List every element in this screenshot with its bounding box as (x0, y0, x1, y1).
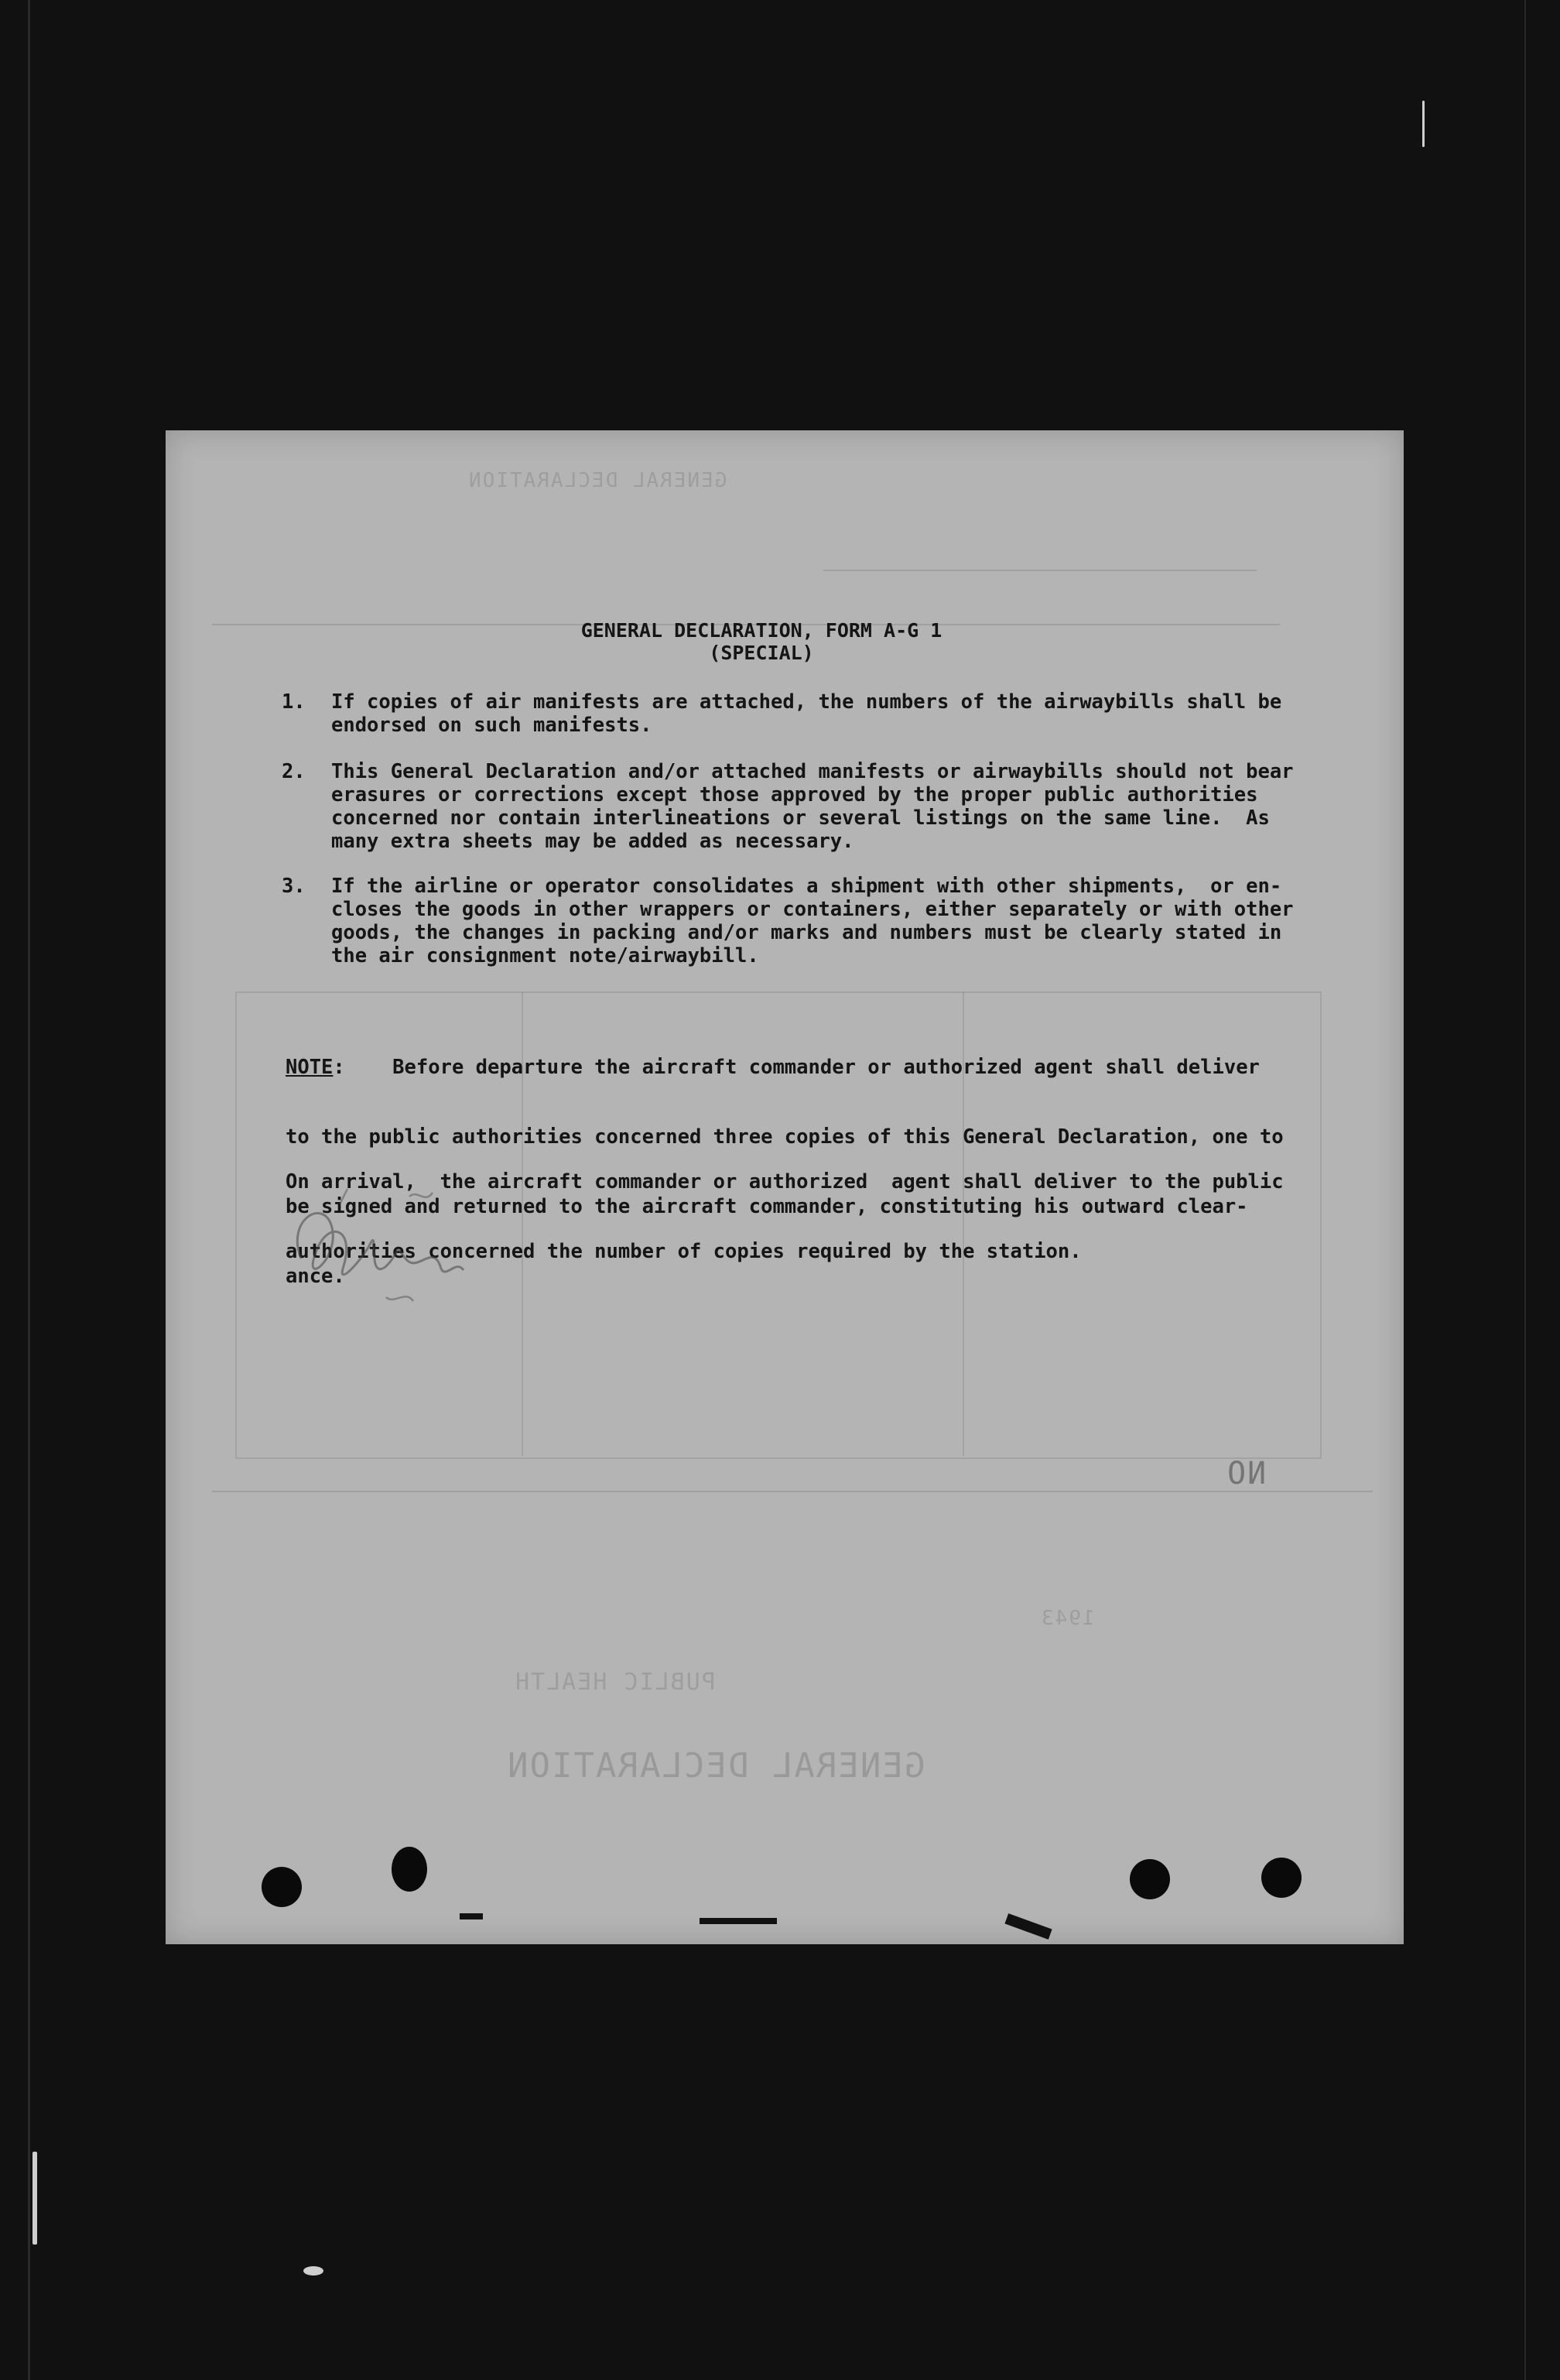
bleed-through: NO (1226, 1456, 1267, 1491)
bleed-through: GENERAL DECLARATION (467, 469, 727, 492)
document-title: GENERAL DECLARATION, FORM A-G 1 (SPECIAL) (580, 619, 942, 664)
note-line (286, 1056, 1284, 1079)
pencil-signature (270, 1173, 502, 1328)
item-number: 2. (282, 760, 306, 783)
item-text-line: If copies of air manifests are attached, the numbers of the airwaybills shall be (331, 690, 1282, 714)
note-line: ance. (286, 1265, 345, 1288)
bleed-through: GENERAL DECLARATION (506, 1746, 925, 1786)
film-scratch-mark (1422, 101, 1425, 147)
item-text-line: closes the goods in other wrappers or containers, either separately or with other (331, 898, 1294, 921)
note-line: to the public authorities concerned three copies of this General Declaration, one to (286, 1125, 1284, 1149)
film-edge-left (28, 0, 30, 2380)
note-label: NOTE (286, 1056, 334, 1079)
item-number: 3. (282, 875, 306, 898)
punch-hole (262, 1867, 302, 1907)
torn-edge (700, 1918, 777, 1924)
note-line-text: : Before departure the aircraft commander or authorized agent shall deliver (333, 1056, 1260, 1079)
item-text-line: This General Declaration and/or attached manifests or airwaybills should not bear (331, 760, 1294, 783)
item-text-line: concerned nor contain interlineations or several listings on the same line. As (331, 806, 1270, 830)
item-number: 1. (282, 690, 306, 714)
bleed-through (212, 1491, 1373, 1492)
film-scratch-mark (303, 2266, 323, 2276)
punch-hole (1130, 1859, 1170, 1899)
item-text-line: erasures or corrections except those approved by the proper public authorities (331, 783, 1258, 806)
bleed-through: PUBLIC HEALTH (514, 1669, 716, 1696)
punch-hole (392, 1847, 427, 1892)
bleed-through (823, 570, 1257, 571)
torn-edge (1004, 1913, 1052, 1940)
document-page (166, 430, 1404, 1944)
bleed-through: 1943 (1040, 1607, 1095, 1630)
item-text-line: the air consignment note/airwaybill. (331, 944, 759, 967)
arrival-line: On arrival, the aircraft commander or authorized agent shall deliver to the public (286, 1170, 1284, 1193)
film-scratch-mark (32, 2152, 37, 2245)
item-text-line: many extra sheets may be added as necessary. (331, 830, 854, 853)
note-line: be signed and returned to the aircraft commander, constituting his outward clear- (286, 1195, 1248, 1218)
item-text-line: If the airline or operator consolidates a shipment with other shipments, or en- (331, 875, 1282, 898)
film-edge-right (1524, 0, 1526, 2380)
arrival-line: authorities concerned the number of copies required by the station. (286, 1240, 1082, 1263)
torn-edge (460, 1913, 483, 1919)
item-text-line: endorsed on such manifests. (331, 714, 652, 737)
punch-hole (1261, 1858, 1302, 1898)
item-text-line: goods, the changes in packing and/or marks and numbers must be clearly stated in (331, 921, 1282, 944)
